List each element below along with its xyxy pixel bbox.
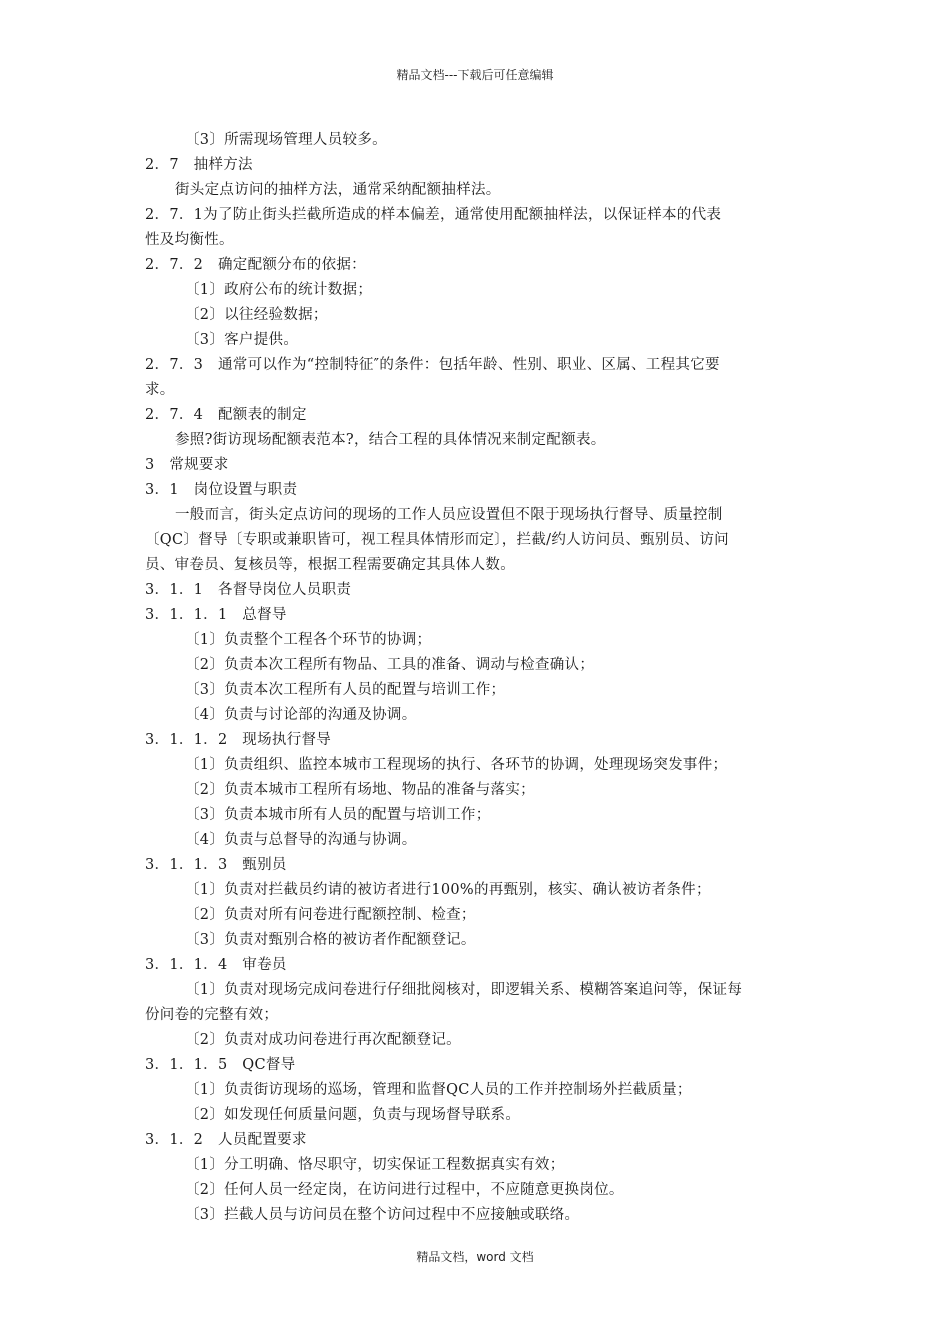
text-line: 3．1．2 人员配置要求: [145, 1132, 307, 1148]
page-header: 精品文档---下载后可任意编辑: [396, 68, 554, 82]
text-line: 〔4〕负责与总督导的沟通与协调。: [185, 832, 417, 848]
text-line: 2．7．4 配额表的制定: [145, 407, 307, 423]
text-line: 3．1．1．5 QC督导: [145, 1057, 296, 1073]
text-line: 〔2〕负责对成功问卷进行再次配额登记。: [185, 1032, 461, 1048]
text-line: 〔QC〕督导〔专职或兼职皆可，视工程具体情形而定〕，拦截/约人访问员、甄别员、访问: [145, 532, 729, 548]
text-line: 〔3〕所需现场管理人员较多。: [185, 132, 387, 148]
text-line: 〔4〕负责与讨论部的沟通及协调。: [185, 707, 417, 723]
text-line: 〔3〕负责对甄别合格的被访者作配额登记。: [185, 932, 476, 948]
text-line: 2．7．3 通常可以作为“控制特征″的条件：包括年龄、性别、职业、区属、工程其它要: [145, 357, 720, 373]
text-line: 〔2〕如发现任何质量问题，负责与现场督导联系。: [185, 1107, 521, 1123]
text-line: 〔2〕任何人员一经定岗，在访问进行过程中，不应随意更换岗位。: [185, 1182, 624, 1198]
text-line: 〔1〕分工明确、恪尽职守，切实保证工程数据真实有效；: [185, 1157, 565, 1173]
text-line: 3．1．1．4 审卷员: [145, 957, 287, 973]
text-line: 〔1〕政府公布的统计数据；: [185, 282, 373, 298]
text-line: 〔2〕以往经验数据；: [185, 307, 328, 323]
text-line: 3．1 岗位设置与职责: [145, 482, 298, 498]
text-line: 员、审卷员、复核员等，根据工程需要确定其具体人数。: [145, 557, 515, 573]
text-line: 〔1〕负责街访现场的巡场，管理和监督QC人员的工作并控制场外拦截质量；: [185, 1082, 692, 1098]
text-line: 〔3〕负责本次工程所有人员的配置与培训工作；: [185, 682, 506, 698]
text-line: 〔3〕客户提供。: [185, 332, 299, 348]
text-line: 一般而言，街头定点访问的现场的工作人员应设置但不限于现场执行督导、质量控制: [175, 507, 723, 523]
text-line: 〔1〕负责对现场完成问卷进行仔细批阅核对，即逻辑关系、模糊答案追问等，保证每: [185, 982, 743, 998]
page-footer: 精品文档，word 文档: [416, 1250, 534, 1264]
text-line: 性及均衡性。: [145, 232, 234, 248]
text-line: 求。: [145, 382, 175, 398]
text-line: 3．1．1．2 现场执行督导: [145, 732, 332, 748]
text-line: 2．7 抽样方法: [145, 157, 253, 173]
text-line: 〔2〕负责本城市工程所有场地、物品的准备与落实；: [185, 782, 535, 798]
text-line: 〔3〕拦截人员与访问员在整个访问过程中不应接触或联络。: [185, 1207, 580, 1223]
text-line: 〔1〕负责组织、监控本城市工程现场的执行、各环节的协调，处理现场突发事件；: [185, 757, 728, 773]
text-line: 3 常规要求: [145, 457, 229, 473]
text-line: 3．1．1．3 甄别员: [145, 857, 287, 873]
text-line: 〔1〕负责对拦截员约请的被访者进行100%的再甄别，核实、确认被访者条件；: [185, 882, 711, 898]
text-line: 〔2〕负责本次工程所有物品、工具的准备、调动与检查确认；: [185, 657, 595, 673]
text-line: 2．7．1为了防止街头拦截所造成的样本偏差，通常使用配额抽样法，以保证样本的代表: [145, 207, 722, 223]
text-line: 参照?街访现场配额表范本?，结合工程的具体情况来制定配额表。: [175, 432, 606, 448]
text-line: 〔1〕负责整个工程各个环节的协调；: [185, 632, 432, 648]
document-body: [145, 128, 810, 1228]
text-line: 街头定点访问的抽样方法，通常采纳配额抽样法。: [175, 182, 501, 198]
text-line: 3．1．1 各督导岗位人员职责: [145, 582, 352, 598]
text-line: 2．7．2 确定配额分布的依据：: [145, 257, 366, 273]
text-line: 〔3〕负责本城市所有人员的配置与培训工作；: [185, 807, 491, 823]
text-line: 3．1．1．1 总督导: [145, 607, 287, 623]
text-line: 〔2〕负责对所有问卷进行配额控制、检查；: [185, 907, 476, 923]
text-line: 份问卷的完整有效；: [145, 1007, 279, 1023]
